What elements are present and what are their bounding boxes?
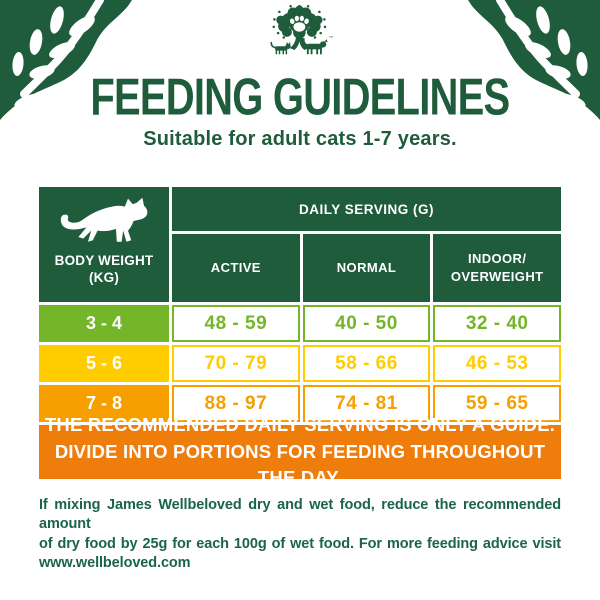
serving-active-cell: 48 - 59 (172, 305, 300, 342)
serving-guide-note-banner (39, 413, 561, 489)
daily-serving-header: DAILY SERVING (G) (172, 187, 561, 231)
mixing-advice-line-2: of dry food by 25g for each 100g of wet food. For more feeding advice visit (39, 535, 561, 552)
note-line-2: DIVIDE INTO PORTIONS FOR FEEDING THROUGHOUT THE DAY. (54, 440, 546, 489)
note-line-1: THE RECOMMENDED DAILY SERVING IS ONLY A GUIDE. (44, 413, 556, 435)
header (0, 0, 600, 151)
leaping-cat-icon (56, 195, 152, 247)
column-header-active: ACTIVE (172, 234, 300, 302)
serving-normal-cell: 58 - 66 (303, 345, 431, 382)
weight-range-cell: 7 - 8 (39, 385, 169, 422)
weight-range-cell: 3 - 4 (39, 305, 169, 342)
mixing-advice-note (39, 496, 561, 573)
column-header-normal: NORMAL (303, 234, 431, 302)
subtitle: Suitable for adult cats 1-7 years. (143, 128, 457, 150)
serving-active-cell: 88 - 97 (172, 385, 300, 422)
serving-indoor-cell: 59 - 65 (433, 385, 561, 422)
body-weight-label: BODY WEIGHT (KG) (54, 253, 154, 285)
body-weight-header-cell (39, 187, 169, 302)
mixing-advice-line-1: If mixing James Wellbeloved dry and wet food, reduce the recommended amount (39, 497, 561, 533)
tree-paw-logo-icon (264, 5, 336, 65)
weight-range-cell: 5 - 6 (39, 345, 169, 382)
logo-dog-icon (304, 39, 328, 55)
column-header-indoor-overweight: INDOOR/ OVERWEIGHT (433, 234, 561, 302)
feeding-guidelines-table (39, 187, 561, 489)
serving-indoor-cell: 32 - 40 (433, 305, 561, 342)
page-title: FEEDING GUIDELINES (90, 67, 510, 127)
logo-cat-icon (271, 42, 291, 54)
serving-indoor-cell: 46 - 53 (433, 345, 561, 382)
serving-normal-cell: 74 - 81 (303, 385, 431, 422)
serving-active-cell: 70 - 79 (172, 345, 300, 382)
trademark-symbol: ™ (328, 34, 334, 40)
website-url: www.wellbeloved.com (39, 554, 191, 571)
serving-normal-cell: 40 - 50 (303, 305, 431, 342)
brand-logo (264, 5, 336, 65)
